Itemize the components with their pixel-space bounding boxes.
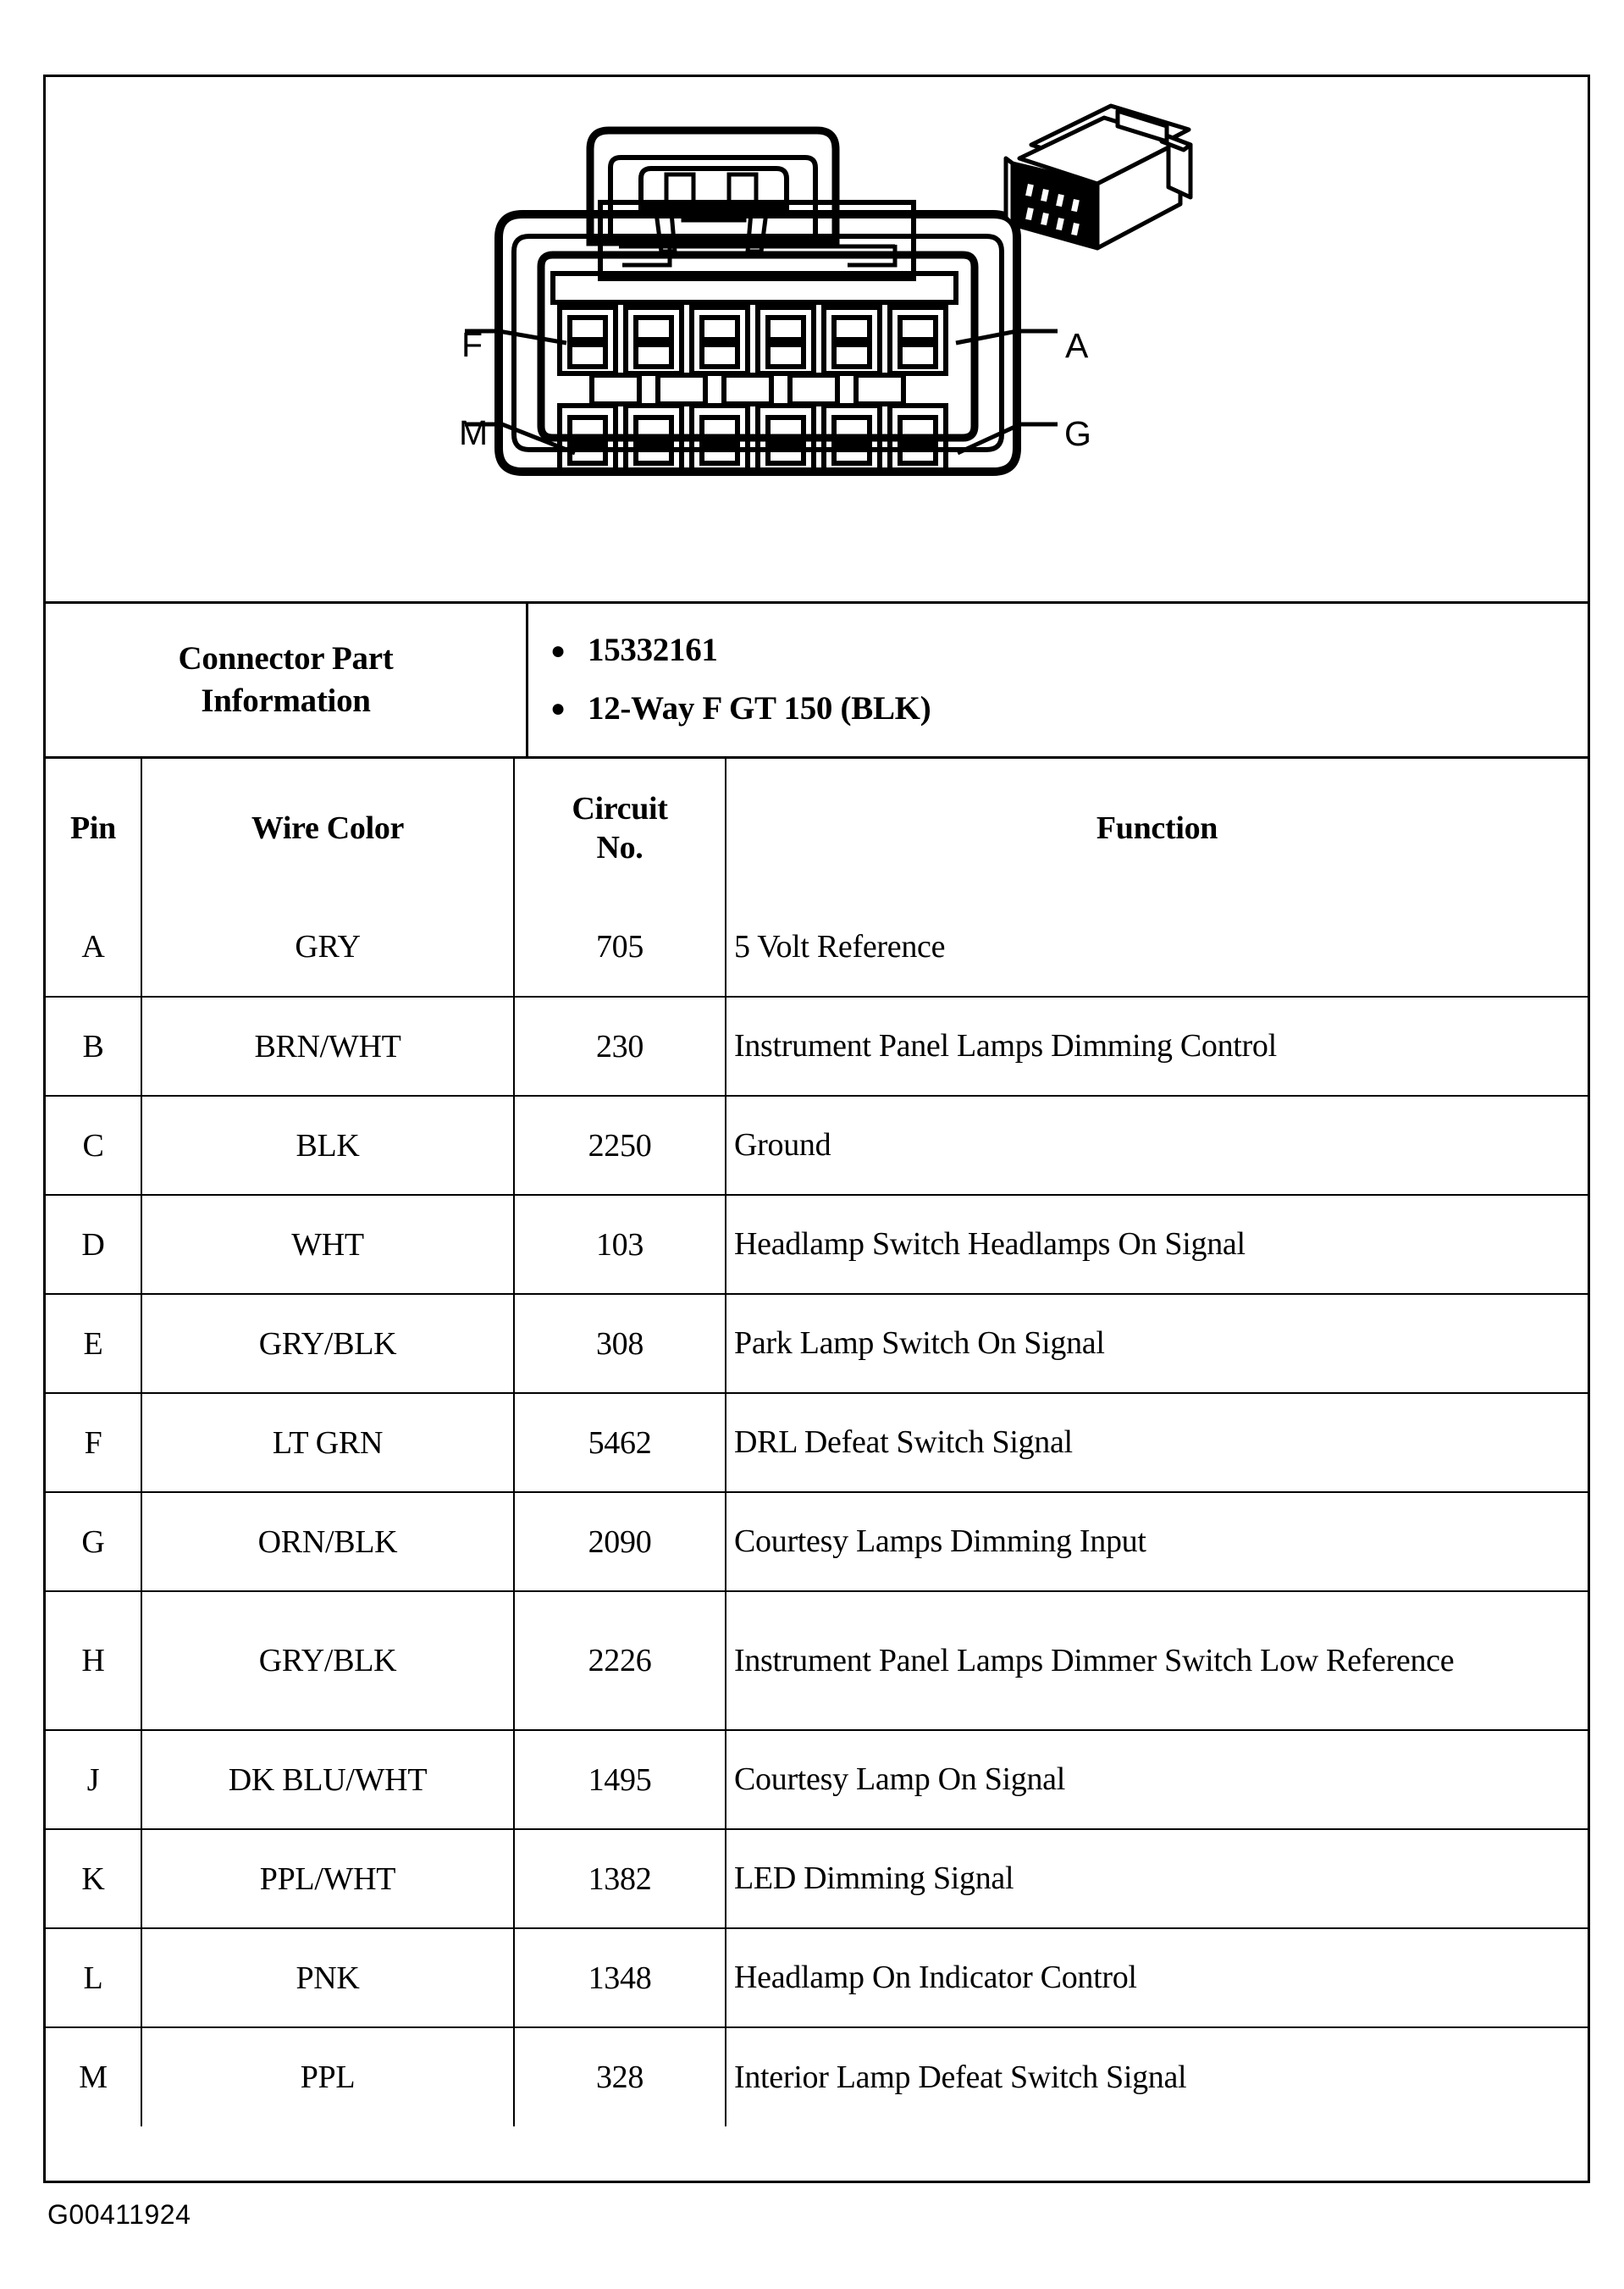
- cell-circuit: 1495: [514, 1730, 726, 1829]
- circuit-header-line2: No.: [596, 830, 644, 865]
- cell-pin: E: [46, 1294, 141, 1393]
- cell-pin: D: [46, 1195, 141, 1294]
- cell-circuit: 705: [514, 898, 726, 997]
- document-page-frame: [43, 75, 1590, 2183]
- bullet-icon: ●: [550, 636, 566, 665]
- cell-wire-color: LT GRN: [141, 1393, 514, 1492]
- cell-wire-color: GRY/BLK: [141, 1294, 514, 1393]
- cell-pin: K: [46, 1829, 141, 1928]
- table-row: [46, 2027, 1588, 2126]
- cell-pin: J: [46, 1730, 141, 1829]
- column-header-pin: Pin: [46, 759, 141, 898]
- cell-circuit: 1348: [514, 1928, 726, 2027]
- connector-pinout-table: [46, 759, 1588, 2126]
- cell-circuit: 230: [514, 997, 726, 1096]
- connector-part-information-values: [528, 604, 1588, 756]
- cell-pin: C: [46, 1096, 141, 1195]
- pin-callout-a: A: [1065, 326, 1089, 365]
- cell-circuit: 328: [514, 2027, 726, 2126]
- cell-function: Instrument Panel Lamps Dimming Control: [726, 997, 1588, 1096]
- connector-part-information-label: [46, 604, 528, 756]
- cell-circuit: 308: [514, 1294, 726, 1393]
- cell-pin: H: [46, 1591, 141, 1730]
- cell-wire-color: PPL: [141, 2027, 514, 2126]
- connector-type-value: 12-Way F GT 150 (BLK): [588, 690, 931, 727]
- cell-pin: G: [46, 1492, 141, 1591]
- cell-function: 5 Volt Reference: [726, 898, 1588, 997]
- cell-wire-color: BLK: [141, 1096, 514, 1195]
- table-row: [46, 1096, 1588, 1195]
- cell-pin: M: [46, 2027, 141, 2126]
- table-header-row: [46, 759, 1588, 898]
- connector-illustration-panel: [46, 77, 1588, 604]
- cell-wire-color: PNK: [141, 1928, 514, 2027]
- cell-wire-color: DK BLU/WHT: [141, 1730, 514, 1829]
- pin-callout-f: F: [461, 325, 483, 364]
- table-row: [46, 1294, 1588, 1393]
- cell-wire-color: GRY/BLK: [141, 1591, 514, 1730]
- cell-pin: B: [46, 997, 141, 1096]
- part-info-label-line2: Information: [201, 683, 371, 719]
- cell-circuit: 1382: [514, 1829, 726, 1928]
- column-header-function: Function: [1096, 810, 1218, 846]
- bullet-icon: ●: [550, 694, 566, 723]
- cell-function: Headlamp On Indicator Control: [726, 1928, 1588, 2027]
- table-row: [46, 997, 1588, 1096]
- table-row: [46, 1591, 1588, 1730]
- table-row: [46, 1393, 1588, 1492]
- cell-function: Courtesy Lamps Dimming Input: [726, 1492, 1588, 1591]
- cell-function: LED Dimming Signal: [726, 1829, 1588, 1928]
- cell-wire-color: GRY: [141, 898, 514, 997]
- pin-callout-m: M: [459, 413, 489, 452]
- connector-type-item: [528, 689, 1588, 729]
- cell-pin: A: [46, 898, 141, 997]
- cell-circuit: 5462: [514, 1393, 726, 1492]
- table-row: [46, 1829, 1588, 1928]
- pin-callout-g: G: [1064, 414, 1091, 453]
- cell-pin: L: [46, 1928, 141, 2027]
- connector-part-information-section: [46, 604, 1588, 759]
- cell-circuit: 2090: [514, 1492, 726, 1591]
- connector-isometric-view-icon: [969, 92, 1206, 262]
- cell-wire-color: WHT: [141, 1195, 514, 1294]
- part-number-value: 15332161: [588, 632, 718, 669]
- table-row: [46, 1928, 1588, 2027]
- part-info-label-line1: Connector Part: [178, 640, 394, 677]
- cell-function: Courtesy Lamp On Signal: [726, 1730, 1588, 1829]
- table-row: [46, 1730, 1588, 1829]
- cell-function: Interior Lamp Defeat Switch Signal: [734, 2059, 1187, 2095]
- column-header-wire-color: Wire Color: [141, 759, 514, 898]
- table-row: [46, 898, 1588, 997]
- table-row: [46, 1492, 1588, 1591]
- cell-function: DRL Defeat Switch Signal: [726, 1393, 1588, 1492]
- cell-circuit: 2250: [514, 1096, 726, 1195]
- column-header-circuit-no: [514, 759, 726, 898]
- cell-wire-color: PPL/WHT: [141, 1829, 514, 1928]
- cell-function: Park Lamp Switch On Signal: [726, 1294, 1588, 1393]
- cell-circuit: 2226: [514, 1591, 726, 1730]
- cell-function: Ground: [726, 1096, 1588, 1195]
- circuit-header-line1: Circuit: [572, 790, 668, 827]
- cell-function: Instrument Panel Lamps Dimmer Switch Low Reference: [726, 1591, 1588, 1730]
- table-row: [46, 1195, 1588, 1294]
- part-number-item: [528, 631, 1588, 671]
- cell-function: Headlamp Switch Headlamps On Signal: [726, 1195, 1588, 1294]
- cell-wire-color: BRN/WHT: [141, 997, 514, 1096]
- table-body: [46, 898, 1588, 2126]
- cell-pin: F: [46, 1393, 141, 1492]
- document-figure-code: G00411924: [47, 2199, 191, 2230]
- cell-circuit: 103: [514, 1195, 726, 1294]
- cell-wire-color: ORN/BLK: [141, 1492, 514, 1591]
